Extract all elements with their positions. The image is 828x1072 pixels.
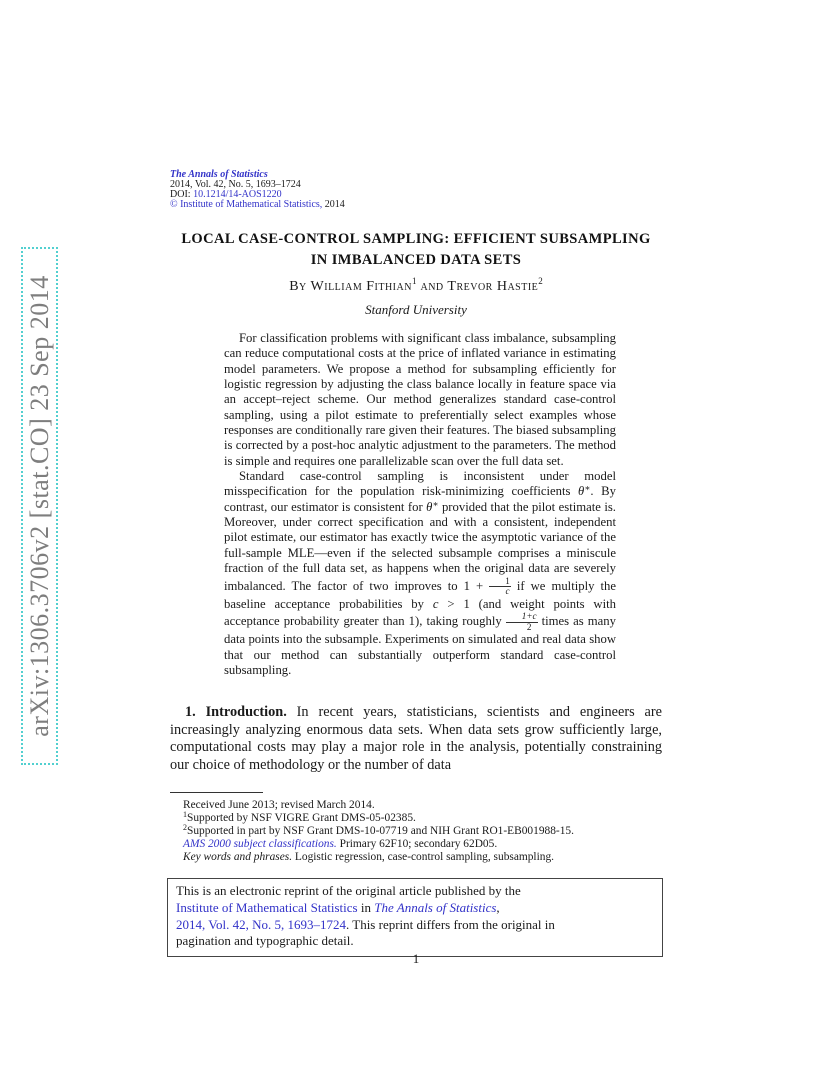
- footnote-2-mark: 2: [183, 823, 187, 832]
- fraction-denominator: 2: [506, 622, 538, 633]
- ims-link[interactable]: Institute of Mathematical Statistics: [176, 899, 358, 915]
- fraction-numerator: 1: [505, 575, 510, 586]
- page-number: 1: [412, 951, 420, 966]
- annals-link[interactable]: The Annals of Statistics: [374, 899, 497, 915]
- volume-link[interactable]: 2014, Vol. 42, No. 5, 1693–1724: [176, 916, 346, 932]
- introduction-text: In recent years, statisticians, scientists and engineers are increasingly analyzing enormous data sets. When data sets grow sufficiently large, computational costs may play a major role in the analysis, potentially constraining our choice of methodology or the number of data: [170, 704, 662, 773]
- abstract-paragraph-2: [224, 469, 616, 678]
- introduction-section: [170, 704, 662, 774]
- author-1: William Fithian: [310, 279, 412, 294]
- journal-title-link[interactable]: The Annals of Statistics: [170, 169, 268, 180]
- theta-star-superscript: ∗: [432, 498, 439, 509]
- footnotes: [170, 799, 662, 864]
- reprint-line-3: [176, 917, 654, 934]
- journal-volume-line: 2014, Vol. 42, No. 5, 1693–1724: [170, 179, 301, 190]
- footnote-1-mark: 1: [183, 810, 187, 819]
- abstract-p2-text-3: provided that the pilot estimate is. Moreover, under correct specification and with a consistent, independent pilot estimate, our estimator has exactly twice the asymptotic variance of the full-sample MLE—even if the selected subsample comprises a miniscule fraction of the full data set, as happens when the original data are severely imbalanced. The factor of two improves to 1 +: [224, 499, 616, 593]
- fraction-numerator: 1+c: [521, 611, 537, 622]
- ams-classification-link[interactable]: AMS 2000 subject classifications.: [183, 838, 337, 850]
- paper-title-line2: IN IMBALANCED DATA SETS: [310, 252, 522, 268]
- reprint-notice-box: [167, 878, 663, 957]
- affiliation: Stanford University: [365, 302, 467, 317]
- doi-label: DOI:: [170, 189, 194, 200]
- abstract-p2-text-6: times as many data points into the subsample. Experiments on simulated and real data show that our method can substantially outperform standard case-control subsampling.: [224, 614, 616, 677]
- keywords-label: Key words and phrases.: [183, 851, 293, 863]
- copyright-line: [170, 200, 345, 210]
- author-1-footnote-mark: 1: [411, 276, 417, 286]
- reprint-line-2-end: ,: [496, 899, 500, 915]
- abstract-paragraph-1: For classification problems with significant class imbalance, subsampling can reduce computational costs at the price of inflated variance in estimating model parameters. We propose a method for subsampling efficiently for logistic regression by adjusting the class balance locally in feature space via an accept–reject scheme. Our method generalizes standard case-control sampling, using a pilot estimate to preferentially select examples whose responses are conditionally rare given their features. The biased subsampling is corrected by a post-hoc analytic adjustment to the parameters. The method is simple and requires one parallelizable scan over the full data set.: [224, 331, 616, 468]
- author-prefix: By: [289, 279, 311, 294]
- variable-c: c: [432, 596, 439, 611]
- footnote-2: [170, 825, 662, 838]
- footnote-1-text: Supported by NSF VIGRE Grant DMS-05-02385.: [187, 812, 416, 824]
- abstract-p2-text-1: Standard case-control sampling is inconsistent under model misspecification for the population risk-minimizing coefficients: [224, 469, 616, 499]
- received-line: Received June 2013; revised March 2014.: [183, 799, 375, 811]
- keywords-text: Logistic regression, case-control sampling, subsampling.: [292, 851, 554, 863]
- reprint-line-2: [176, 900, 654, 917]
- fraction-denominator: c: [489, 586, 511, 597]
- fraction-one-over-c: [489, 577, 511, 597]
- arxiv-watermark: [21, 247, 58, 765]
- paper-title: [170, 229, 662, 271]
- author-line: [170, 276, 662, 295]
- ams-classification-line: [170, 838, 662, 851]
- abstract-p2-text-4: if we multiply the baseline acceptance probabilities by: [224, 578, 617, 611]
- abstract-p2-text-5: > 1 (and weight points with acceptance probability greater than 1), taking roughly: [224, 596, 616, 629]
- keywords-line: [170, 851, 662, 864]
- reprint-line-2-mid: in: [357, 899, 375, 915]
- author-connector: and: [416, 279, 448, 294]
- footnote-2-text: Supported in part by NSF Grant DMS-10-07719 and NIH Grant RO1-EB001988-15.: [187, 825, 574, 837]
- reprint-line-4: pagination and typographic detail.: [176, 933, 354, 949]
- reprint-line-1: This is an electronic reprint of the original article published by the: [176, 883, 521, 898]
- author-2: Trevor Hastie: [447, 279, 539, 294]
- author-2-footnote-mark: 2: [538, 276, 543, 286]
- arxiv-watermark-text: arXiv:1306.3706v2 [stat.CO] 23 Sep 2014: [24, 275, 54, 737]
- ams-classification-text: Primary 62F10; secondary 62D05.: [336, 838, 498, 850]
- theta-symbol: θ: [578, 484, 585, 499]
- copyright-link[interactable]: © Institute of Mathematical Statistics,: [170, 199, 323, 210]
- abstract: [224, 331, 616, 678]
- theta-symbol: θ: [426, 499, 433, 514]
- journal-header: [170, 170, 345, 210]
- fraction-one-plus-c-over-two: [506, 612, 538, 632]
- footnote-rule: [170, 792, 263, 793]
- footnote-1: [170, 812, 662, 825]
- theta-star-superscript: ∗: [584, 483, 591, 494]
- reprint-line-3-rest: . This reprint differs from the original in: [345, 916, 555, 932]
- paper-title-line1: LOCAL CASE-CONTROL SAMPLING: EFFICIENT SUBSAMPLING: [181, 231, 651, 247]
- abstract-p2-text-2: . By contrast, our estimator is consistent for: [224, 484, 616, 514]
- copyright-year: 2014: [322, 199, 345, 210]
- doi-link[interactable]: 10.1214/14-AOS1220: [193, 189, 282, 200]
- introduction-paragraph: [170, 704, 662, 774]
- section-heading: 1. Introduction.: [185, 704, 287, 720]
